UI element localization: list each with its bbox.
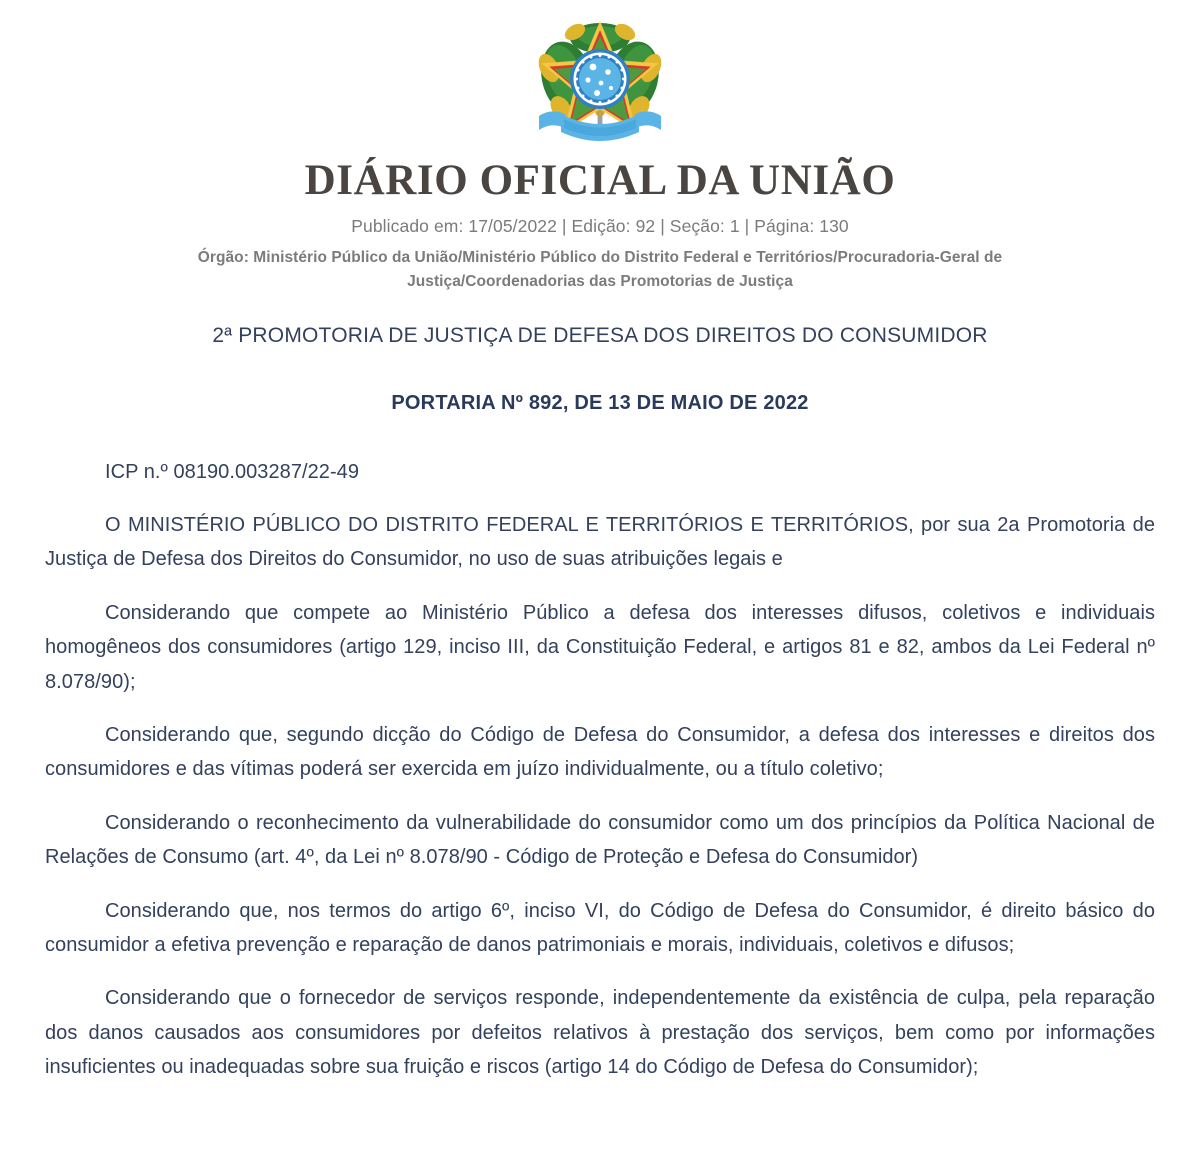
document-body xyxy=(45,455,1155,1085)
preamble-paragraph: O MINISTÉRIO PÚBLICO DO DISTRITO FEDERAL E TERRITÓRIOS E TERRITÓRIOS, por sua 2a Promotoria de Justiça de Defesa dos Direitos do Consumidor, no uso de suas atribuições legais e xyxy=(45,514,1155,571)
case-reference: ICP n.º 08190.003287/22-49 xyxy=(105,460,359,483)
section-heading: 2ª PROMOTORIA DE JUSTIÇA DE DEFESA DOS DIREITOS DO CONSUMIDOR xyxy=(212,323,988,347)
organ-line: Órgão: Ministério Público da União/Ministério Público do Distrito Federal e Territórios/Procuradoria-Geral de Justiça/Coordenadorias das Promotorias de Justiça xyxy=(197,248,1003,290)
page-title: DIÁRIO OFICIAL DA UNIÃO xyxy=(304,157,896,204)
emblem-container xyxy=(0,0,1200,154)
considerando-paragraph: Considerando que, segundo dicção do Código de Defesa do Consumidor, a defesa dos interesses e direitos dos consumidores e das vítimas poderá ser exercida em juízo individualmente, ou a título coletivo; xyxy=(45,723,1155,781)
portaria-heading: PORTARIA Nº 892, DE 13 DE MAIO DE 2022 xyxy=(391,391,809,414)
considerando-paragraph: Considerando que o fornecedor de serviços responde, independentemente da existência de culpa, pela reparação dos danos causados aos consumidores por defeitos relativos à prestação dos serviços, bem como por informações insuficientes ou inadequadas sobre sua fruição e riscos (artigo 14 do Código de Defesa do Consumidor); xyxy=(45,987,1155,1079)
considerando-paragraph: Considerando que, nos termos do artigo 6º, inciso VI, do Código de Defesa do Consumidor, é direito básico do consumidor a efetiva prevenção e reparação de danos patrimoniais e morais, individuais, coletivos e difusos; xyxy=(45,899,1155,956)
considerando-paragraph: Considerando que compete ao Ministério Público a defesa dos interesses difusos, coletivos e individuais homogêneos dos consumidores (artigo 129, inciso III, da Constituição Federal, e artigos 81 e 82, ambos da Lei Federal nº 8.078/90); xyxy=(45,601,1155,693)
publication-info: Publicado em: 17/05/2022 | Edição: 92 | Seção: 1 | Página: 130 xyxy=(351,215,849,236)
coat-of-arms-icon xyxy=(531,16,669,150)
celestial-sphere-icon xyxy=(570,49,630,109)
considerando-paragraph: Considerando o reconhecimento da vulnerabilidade do consumidor como um dos princípios da Política Nacional de Relações de Consumo (art. 4º, da Lei nº 8.078/90 - Código de Proteção e Defesa do Consumidor) xyxy=(45,811,1155,869)
